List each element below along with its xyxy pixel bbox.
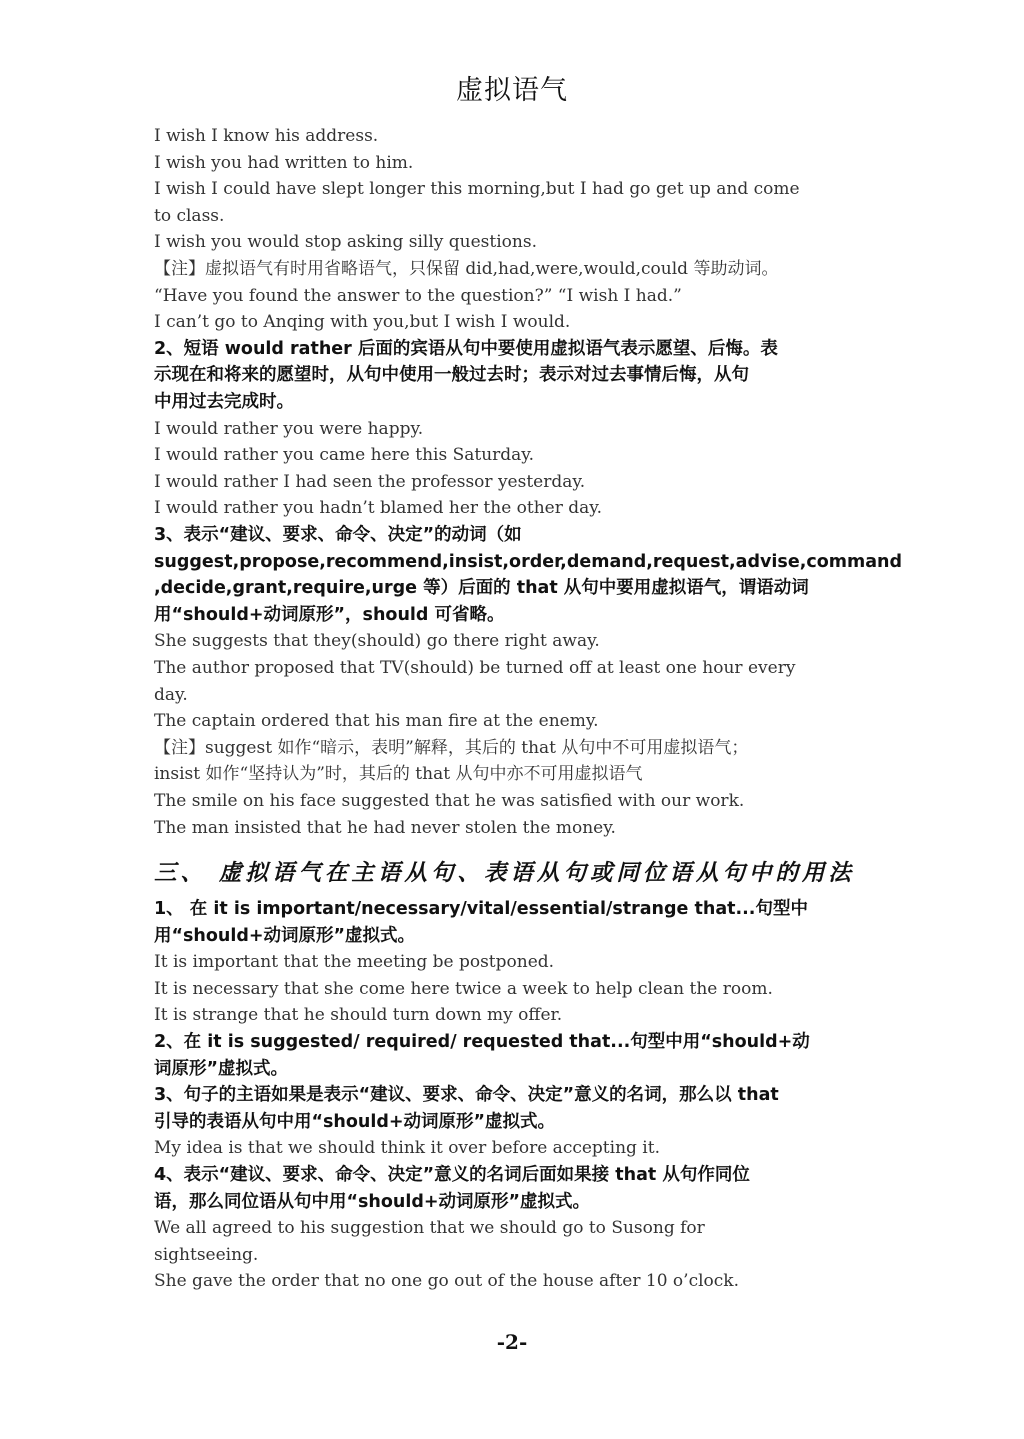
- page-title: 虚拟语气: [456, 75, 568, 106]
- section-heading: 三、 虚拟语气在主语从句、表语从句或同位语从句中的用法: [154, 860, 855, 886]
- rule-line: suggest,propose,recommend,insist,order,demand,request,advise,command: [154, 551, 903, 572]
- note-line: insist 如作“坚持认为”时，其后的 that 从句中亦不可用虚拟语气: [154, 764, 643, 785]
- example-line: sightseeing.: [154, 1244, 259, 1265]
- example-line: We all agreed to his suggestion that we should go to Susong for: [154, 1218, 705, 1239]
- rule-line: 4、表示“建议、要求、命令、决定”意义的名词后面如果接 that 从句作同位: [154, 1165, 750, 1185]
- example-line: I would rather you were happy.: [154, 418, 424, 439]
- example-line: The smile on his face suggested that he was satisfied with our work.: [154, 791, 745, 811]
- example-line: She suggests that they(should) go there right away.: [154, 631, 600, 652]
- example-line: “Have you found the answer to the question?” “I wish I had.”: [154, 285, 682, 306]
- rule-line: 中用过去完成时。: [154, 392, 294, 412]
- example-line: The man insisted that he had never stolen the money.: [154, 817, 616, 838]
- example-line: It is important that the meeting be postponed.: [154, 952, 555, 973]
- note-line: 【注】虚拟语气有时用省略语气，只保留 did,had,were,would,could 等助动词。: [154, 259, 779, 279]
- rule-line: 词原形”虚拟式。: [154, 1058, 289, 1079]
- rule-line: 3、表示“建议、要求、命令、决定”的动词（如: [154, 525, 522, 545]
- example-line: The captain ordered that his man fire at the enemy.: [154, 711, 599, 732]
- rule-line: ,decide,grant,require,urge 等）后面的 that 从句中要用虚拟语气，谓语动词: [154, 578, 809, 599]
- example-line: I would rather I had seen the professor yesterday.: [154, 471, 586, 492]
- example-line: She gave the order that no one go out of the house after 10 o’clock.: [154, 1271, 739, 1292]
- rule-line: 示现在和将来的愿望时，从句中使用一般过去时；表示对过去事情后悔，从句: [154, 365, 749, 386]
- example-line: My idea is that we should think it over before accepting it.: [154, 1138, 660, 1159]
- example-line: I wish you would stop asking silly questions.: [154, 232, 537, 253]
- note-line: 【注】suggest 如作“暗示，表明”解释，其后的 that 从句中不可用虚拟语气；: [154, 737, 749, 758]
- rule-line: 语，那么同位语从句中用“should+动词原形”虚拟式。: [154, 1191, 591, 1212]
- example-line: It is necessary that she come here twice a week to help clean the room.: [154, 978, 773, 999]
- example-line: I would rather you hadn’t blamed her the other day.: [154, 498, 603, 519]
- example-line: The author proposed that TV(should) be turned off at least one hour every: [154, 658, 796, 678]
- example-line: day.: [154, 684, 188, 705]
- example-line: to class.: [154, 205, 225, 226]
- example-line: I would rather you came here this Saturday.: [154, 445, 535, 466]
- example-line: It is strange that he should turn down my offer.: [154, 1005, 563, 1026]
- rule-line: 2、在 it is suggested/ required/ requested that...句型中用“should+动: [154, 1032, 810, 1052]
- example-line: I wish you had written to him.: [154, 152, 414, 173]
- rule-line: 2、短语 would rather 后面的宾语从句中要使用虚拟语气表示愿望、后悔。表: [154, 338, 778, 359]
- example-line: I wish I know his address.: [154, 126, 379, 146]
- rule-line: 3、句子的主语如果是表示“建议、要求、命令、决定”意义的名词，那么以 that: [154, 1085, 779, 1106]
- example-line: I wish I could have slept longer this morning,but I had go get up and come: [154, 179, 800, 200]
- rule-line: 用“should+动词原形”虚拟式。: [154, 925, 416, 946]
- page-number: -2-: [496, 1330, 528, 1354]
- example-line: I can’t go to Anqing with you,but I wish I would.: [154, 312, 571, 333]
- rule-line: 用“should+动词原形”，should 可省略。: [154, 604, 505, 625]
- rule-line: 1、 在 it is important/necessary/vital/essential/strange that...句型中: [154, 899, 808, 919]
- rule-line: 引导的表语从句中用“should+动词原形”虚拟式。: [154, 1111, 556, 1132]
